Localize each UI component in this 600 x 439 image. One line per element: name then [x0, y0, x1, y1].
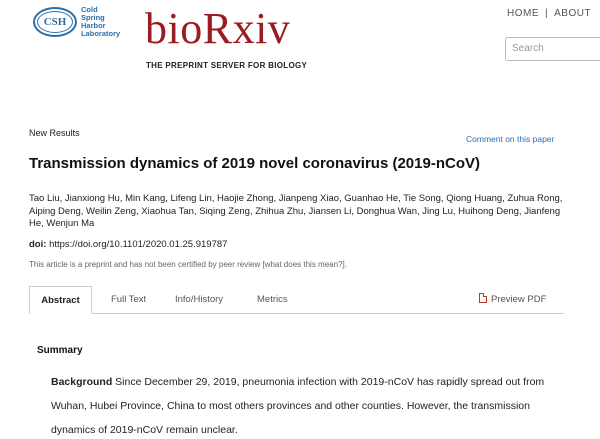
- tab-abstract[interactable]: Abstract: [29, 286, 92, 314]
- csh-logo[interactable]: [33, 6, 120, 38]
- tab-full-text[interactable]: Full Text: [111, 294, 147, 305]
- site-tagline: THE PREPRINT SERVER FOR BIOLOGY: [146, 61, 308, 70]
- pdf-icon: [479, 293, 487, 303]
- doi-label: doi:: [29, 239, 47, 250]
- author-list[interactable]: Tao Liu, Jianxiong Hu, Min Kang, Lifeng Lin, Haojie Zhong, Jianpeng Xiao, Guanhao He, Tie Song, Qiong Huang, Zuhua Rong, Aiping Deng, Weilin Zeng, Xiaohua Tan, Siqing Zeng, Zhihua Zhu, Jiansen Li, Donghua Wan, Jing Lu, Huihong Deng, Jianfeng He, Wenjun Ma: [29, 193, 563, 229]
- csh-abbrev: CSH: [43, 16, 67, 28]
- background-text: Since December 29, 2019, pneumonia infection with 2019-nCoV has rapidly spread out from Wuhan, Hubei Province, China to most others provinces and other counties. However, the transmission dynamics of 2019-nCoV remain unclear.: [51, 376, 545, 436]
- biorxiv-logo[interactable]: bioRxiv: [145, 4, 291, 53]
- preprint-note: This article is a preprint and has not been certified by peer review [what does this mean?].: [29, 260, 347, 269]
- search-input[interactable]: Search: [505, 37, 600, 61]
- preview-pdf-link[interactable]: [479, 286, 546, 314]
- preview-pdf-label: Preview PDF: [491, 294, 547, 305]
- nav-home-link[interactable]: HOME: [507, 8, 539, 19]
- doi-line: [29, 239, 227, 250]
- csh-line: Spring: [81, 13, 105, 22]
- tab-metrics[interactable]: Metrics: [257, 294, 288, 305]
- abstract-text: [51, 370, 571, 439]
- top-nav: [507, 8, 591, 19]
- summary-heading: Summary: [37, 345, 83, 356]
- comment-link[interactable]: Comment on this paper: [466, 134, 555, 144]
- tab-info-history[interactable]: Info/History: [175, 294, 224, 305]
- nav-separator: |: [545, 8, 549, 19]
- article-title: Transmission dynamics of 2019 novel coronavirus (2019-nCoV): [29, 155, 480, 172]
- csh-line: Laboratory: [81, 29, 121, 38]
- section-label: New Results: [29, 128, 80, 138]
- doi-link[interactable]: https://doi.org/10.1101/2020.01.25.919787: [49, 239, 228, 250]
- csh-line: Cold: [81, 5, 98, 14]
- nav-about-link[interactable]: ABOUT: [554, 8, 592, 19]
- csh-name: [81, 6, 120, 38]
- article-tabs: [29, 286, 564, 314]
- csh-oval-icon: [33, 7, 77, 37]
- background-label: Background: [51, 376, 113, 388]
- csh-line: Harbor: [81, 21, 106, 30]
